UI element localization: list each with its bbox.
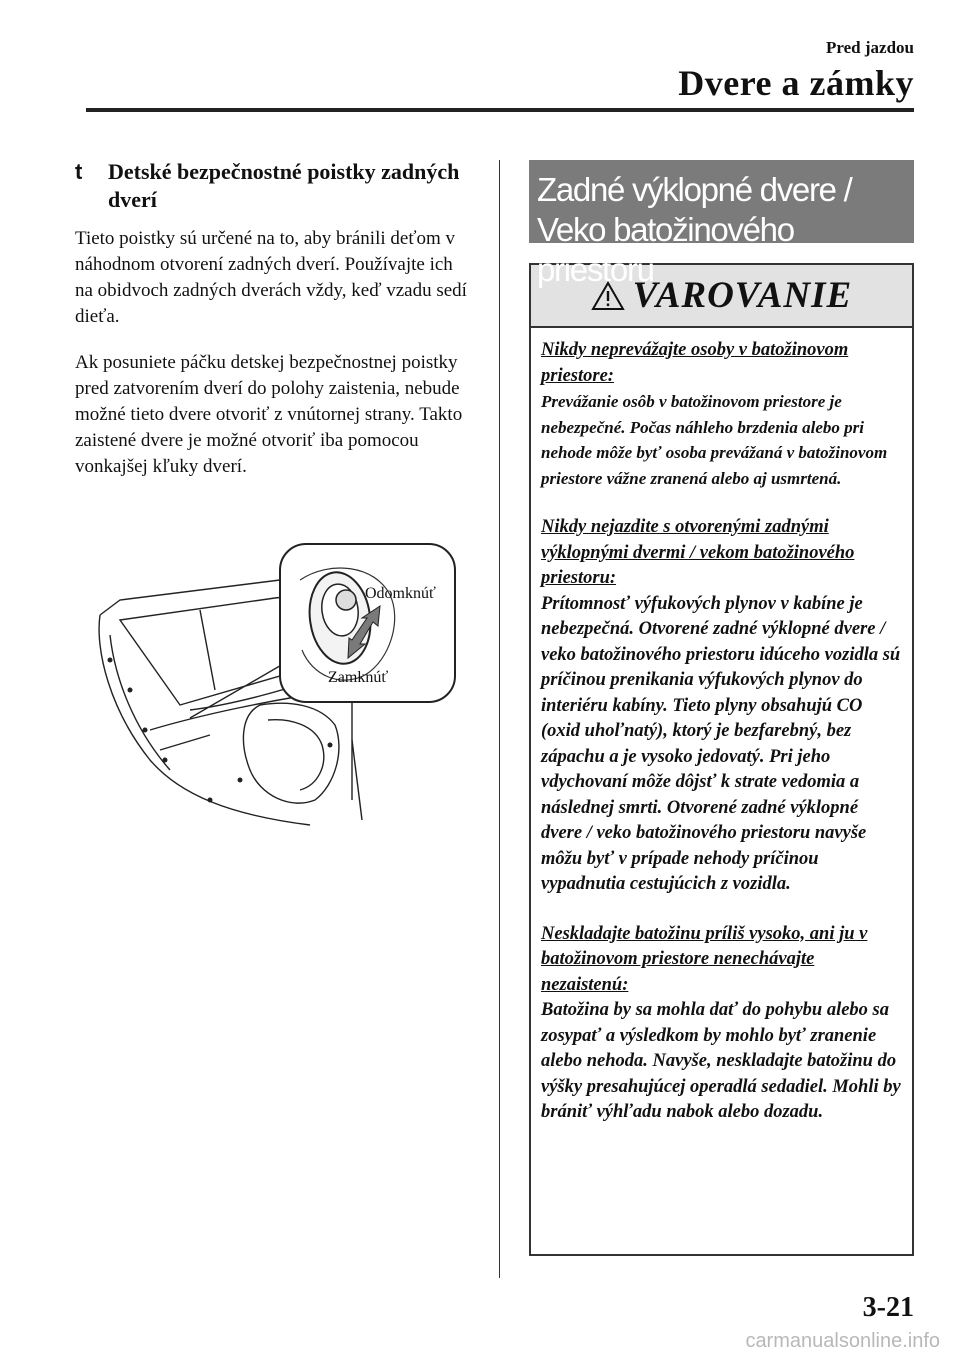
warning-item [541,922,902,1126]
warning-item-text: Prítomnosť výfukových plynov v kabíne je nebezpečná. Otvorené zadné výklopné dvere / veko batožinového priestoru idúceho vozidla sú príčinou prenikania výfukových plynov do interiéru kabíny. Tieto plyny obsahujú CO (oxid uhoľnatý), ktorý je bezfarebný, bez zápachu a je vysoko jedovatý. Pri jeho vdychovaní môže dôjsť k strate vedomia a následnej smrti. Otvorené zadné výklopné dvere / veko batožinového priestoru navyše môžu byť v prípade nehody príčinou vypadnutia cestujúcich z vozidla. [541,593,901,894]
warning-item [541,515,902,898]
door-drawing [90,540,465,830]
child-lock-illustration [90,540,465,830]
paragraph-2: Ak posuniete páčku detskej bezpečnostnej poistky pred zatvorením dverí do polohy zaistenia, nebude možné tieto dvere otvoriť z vnútornej strany. Takto zaistené dvere je možné otvoriť iba pomocou vonkajšej kľuky dverí. [75,352,463,477]
warning-body [531,328,912,1126]
watermark: carmanualsonline.info [745,1330,940,1352]
left-column [75,158,475,480]
running-header-title: Dvere a zámky [678,63,914,103]
warning-box [529,263,914,1256]
section-heading [75,158,475,214]
section-marker: t [75,159,83,184]
warning-item-text: Batožina by sa mohla dať do pohybu alebo sa zosypať a výsledkom by mohlo byť zranenie alebo nehoda. Navyše, neskladajte batožinu do výšky presahujúcej operadlá sedadiel. Mohli by brániť výhľadu nabok alebo dozadu. [541,1000,901,1122]
lock-label: Zamknúť [328,669,389,686]
section-banner: Zadné výklopné dvere / Veko batožinového priestoru [529,160,914,243]
warning-item-heading: Nikdy nejazdite s otvorenými zadnými výklopnými dvermi / vekom batožinového priestoru: [541,517,855,588]
unlock-label: Odomknúť [365,585,436,602]
right-column [529,160,914,1256]
header-rule [86,108,914,112]
running-header-section: Pred jazdou [826,38,914,57]
page-number: 3-21 [862,1292,914,1323]
warning-item-heading: Nikdy neprevážajte osoby v batožinovom priestore: [541,340,849,386]
warning-item-text: Prevážanie osôb v batožinovom priestore je nebezpečné. Počas náhleho brzdenia alebo pri nehode môže byť osoba prevážaná v batožinovom priestore vážne zranená alebo aj usmrtená. [541,392,888,488]
paragraph-1: Tieto poistky sú určené na to, aby bránili deťom v náhodnom otvorení zadných dverí. Používajte ich na obidvoch zadných dverách vždy, keď vzadu sedí dieťa. [75,228,467,327]
warning-item [541,338,902,491]
column-divider [499,160,500,1278]
leader-line [190,660,290,718]
warning-title: VAROVANIE [632,275,853,316]
section-heading-text: Detské bezpečnostné poistky zadných dverí [108,159,460,212]
warning-triangle-icon [591,281,625,311]
warning-item-heading: Neskladajte batožinu príliš vysoko, ani ju v batožinovom priestore nenechávajte nezaistenú: [541,923,868,995]
